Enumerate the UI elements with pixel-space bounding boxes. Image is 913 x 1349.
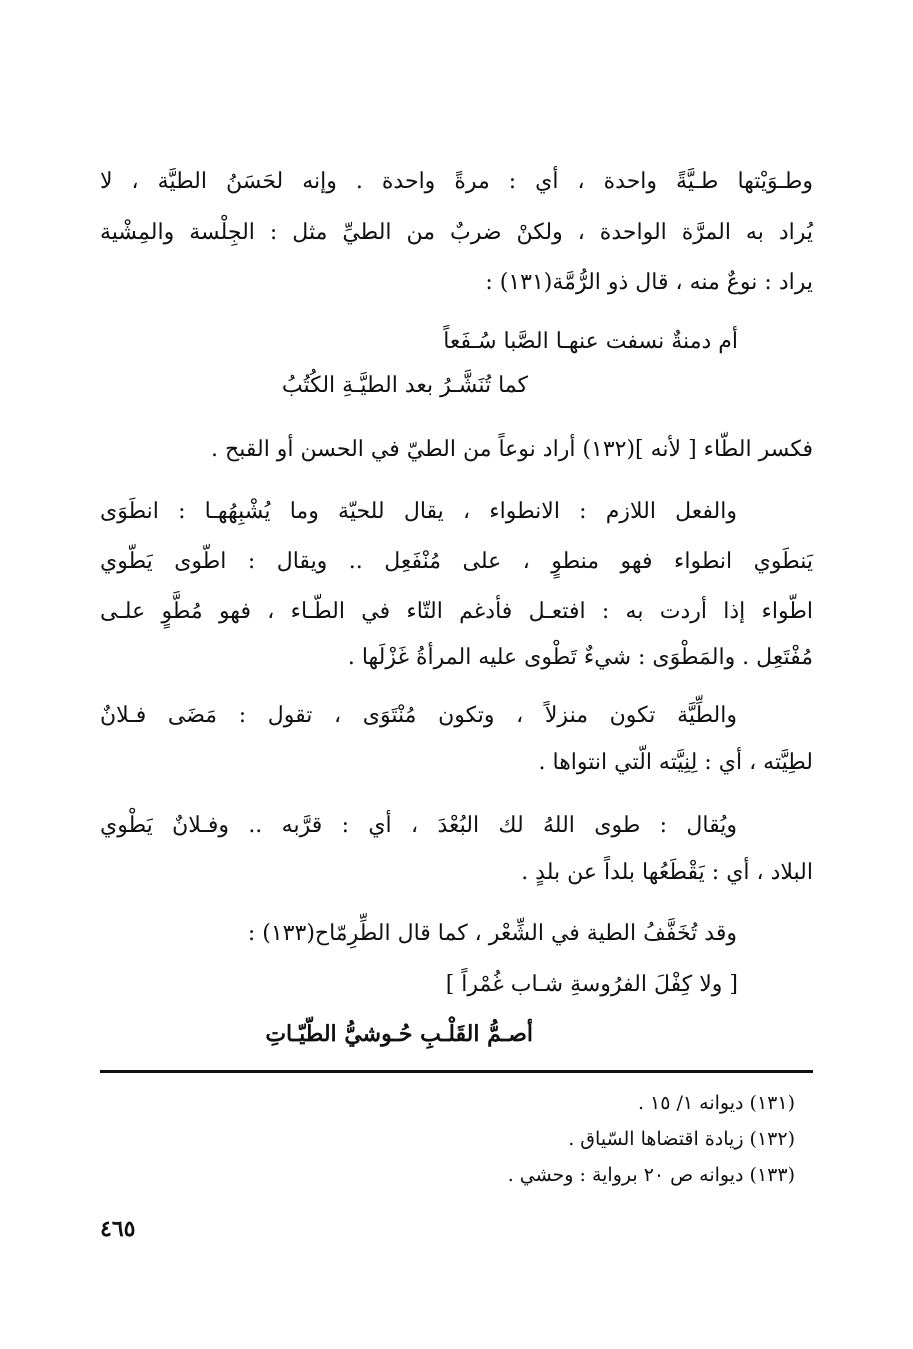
verse-1-second-hemistich: كما تُنَشَّـرُ بعد الطيَّـةِ الكُتُبُ [281, 373, 528, 398]
footnote-132: (١٣٢) زيادة اقتضاها السّياق . [568, 1128, 795, 1150]
paragraph-1-line-2: يُراد به المرَّة الواحدة ، ولكنْ ضربٌ من الطيِّ مثل : الجِلْسة والمِشْية [100, 220, 813, 245]
paragraph-6: وقد تُخَفَّفُ الطية في الشِّعْر ، كما قال الطِّرِمّاح(١٣٣) : [247, 921, 737, 946]
footnote-133: (١٣٣) ديوانه ص ٢٠ برواية : وحشي . [507, 1164, 795, 1186]
verse-2-first-hemistich: [ ولا كِفْلَ الفرُوسةِ شـاب غُمْراً ] [445, 972, 738, 997]
page-number: ٤٦٥ [100, 1216, 136, 1242]
paragraph-1-line-3: يراد : نوعٌ منه ، قال ذو الرُّمَّة(١٣١) : [485, 270, 813, 295]
verse-2-second-hemistich: أصـمُّ القَلْـبِ حُـوشيُّ الطّيّـاتِ [265, 1021, 533, 1047]
paragraph-2: فكسر الطّاء [ لأنه ](١٣٢) أراد نوعاً من الطيّ في الحسن أو القبح . [211, 437, 813, 462]
paragraph-3-line-3: اطّواء إذا أردت به : افتعـل فأدغم التّاء في الطّـاء ، فهو مُطَّوٍ علـى [100, 599, 813, 624]
paragraph-5-line-2: البلاد ، أي : يَقْطَعُها بلداً عن بلدٍ . [521, 860, 813, 885]
footnote-divider [100, 1070, 813, 1073]
paragraph-1-line-1: وطـوَيْتها طـيَّةً واحدة ، أي : مرةً واحدة . وإنه لحَسَنُ الطيَّة ، لا [100, 169, 813, 194]
paragraph-3-line-4: مُفْتَعِل . والمَطْوَى : شيءٌ تَطْوى عليه المرأةُ غَزْلَها . [347, 645, 813, 670]
paragraph-3-line-2: يَنطَوي انطواء فهو منطوٍ ، على مُنْفَعِل .. ويقال : اطّوى يَطّوي [100, 549, 813, 574]
paragraph-4-line-2: لطِيَّته ، أي : لِنِيَّته الّتي انتواها . [538, 750, 813, 775]
footnote-131: (١٣١) ديوانه ١/ ١٥ . [637, 1092, 795, 1114]
paragraph-3-line-1: والفعل اللازم : الانطواء ، يقال للحيّة وما يُشْبِهُهـا : انطَوَى [100, 499, 737, 524]
paragraph-5-line-1: ويُقال : طوى اللهُ لك البُعْدَ ، أي : قرَّبه .. وفـلانٌ يَطْوي [100, 813, 737, 838]
paragraph-4-line-1: والطِّيَّة تكون منزلاً ، وتكون مُنْتَوَى ، تقول : مَضَى فـلانٌ [100, 703, 737, 728]
verse-1-first-hemistich: أم دمنةٌ نسفت عنهـا الصَّبا سُـفَعاً [443, 329, 738, 354]
